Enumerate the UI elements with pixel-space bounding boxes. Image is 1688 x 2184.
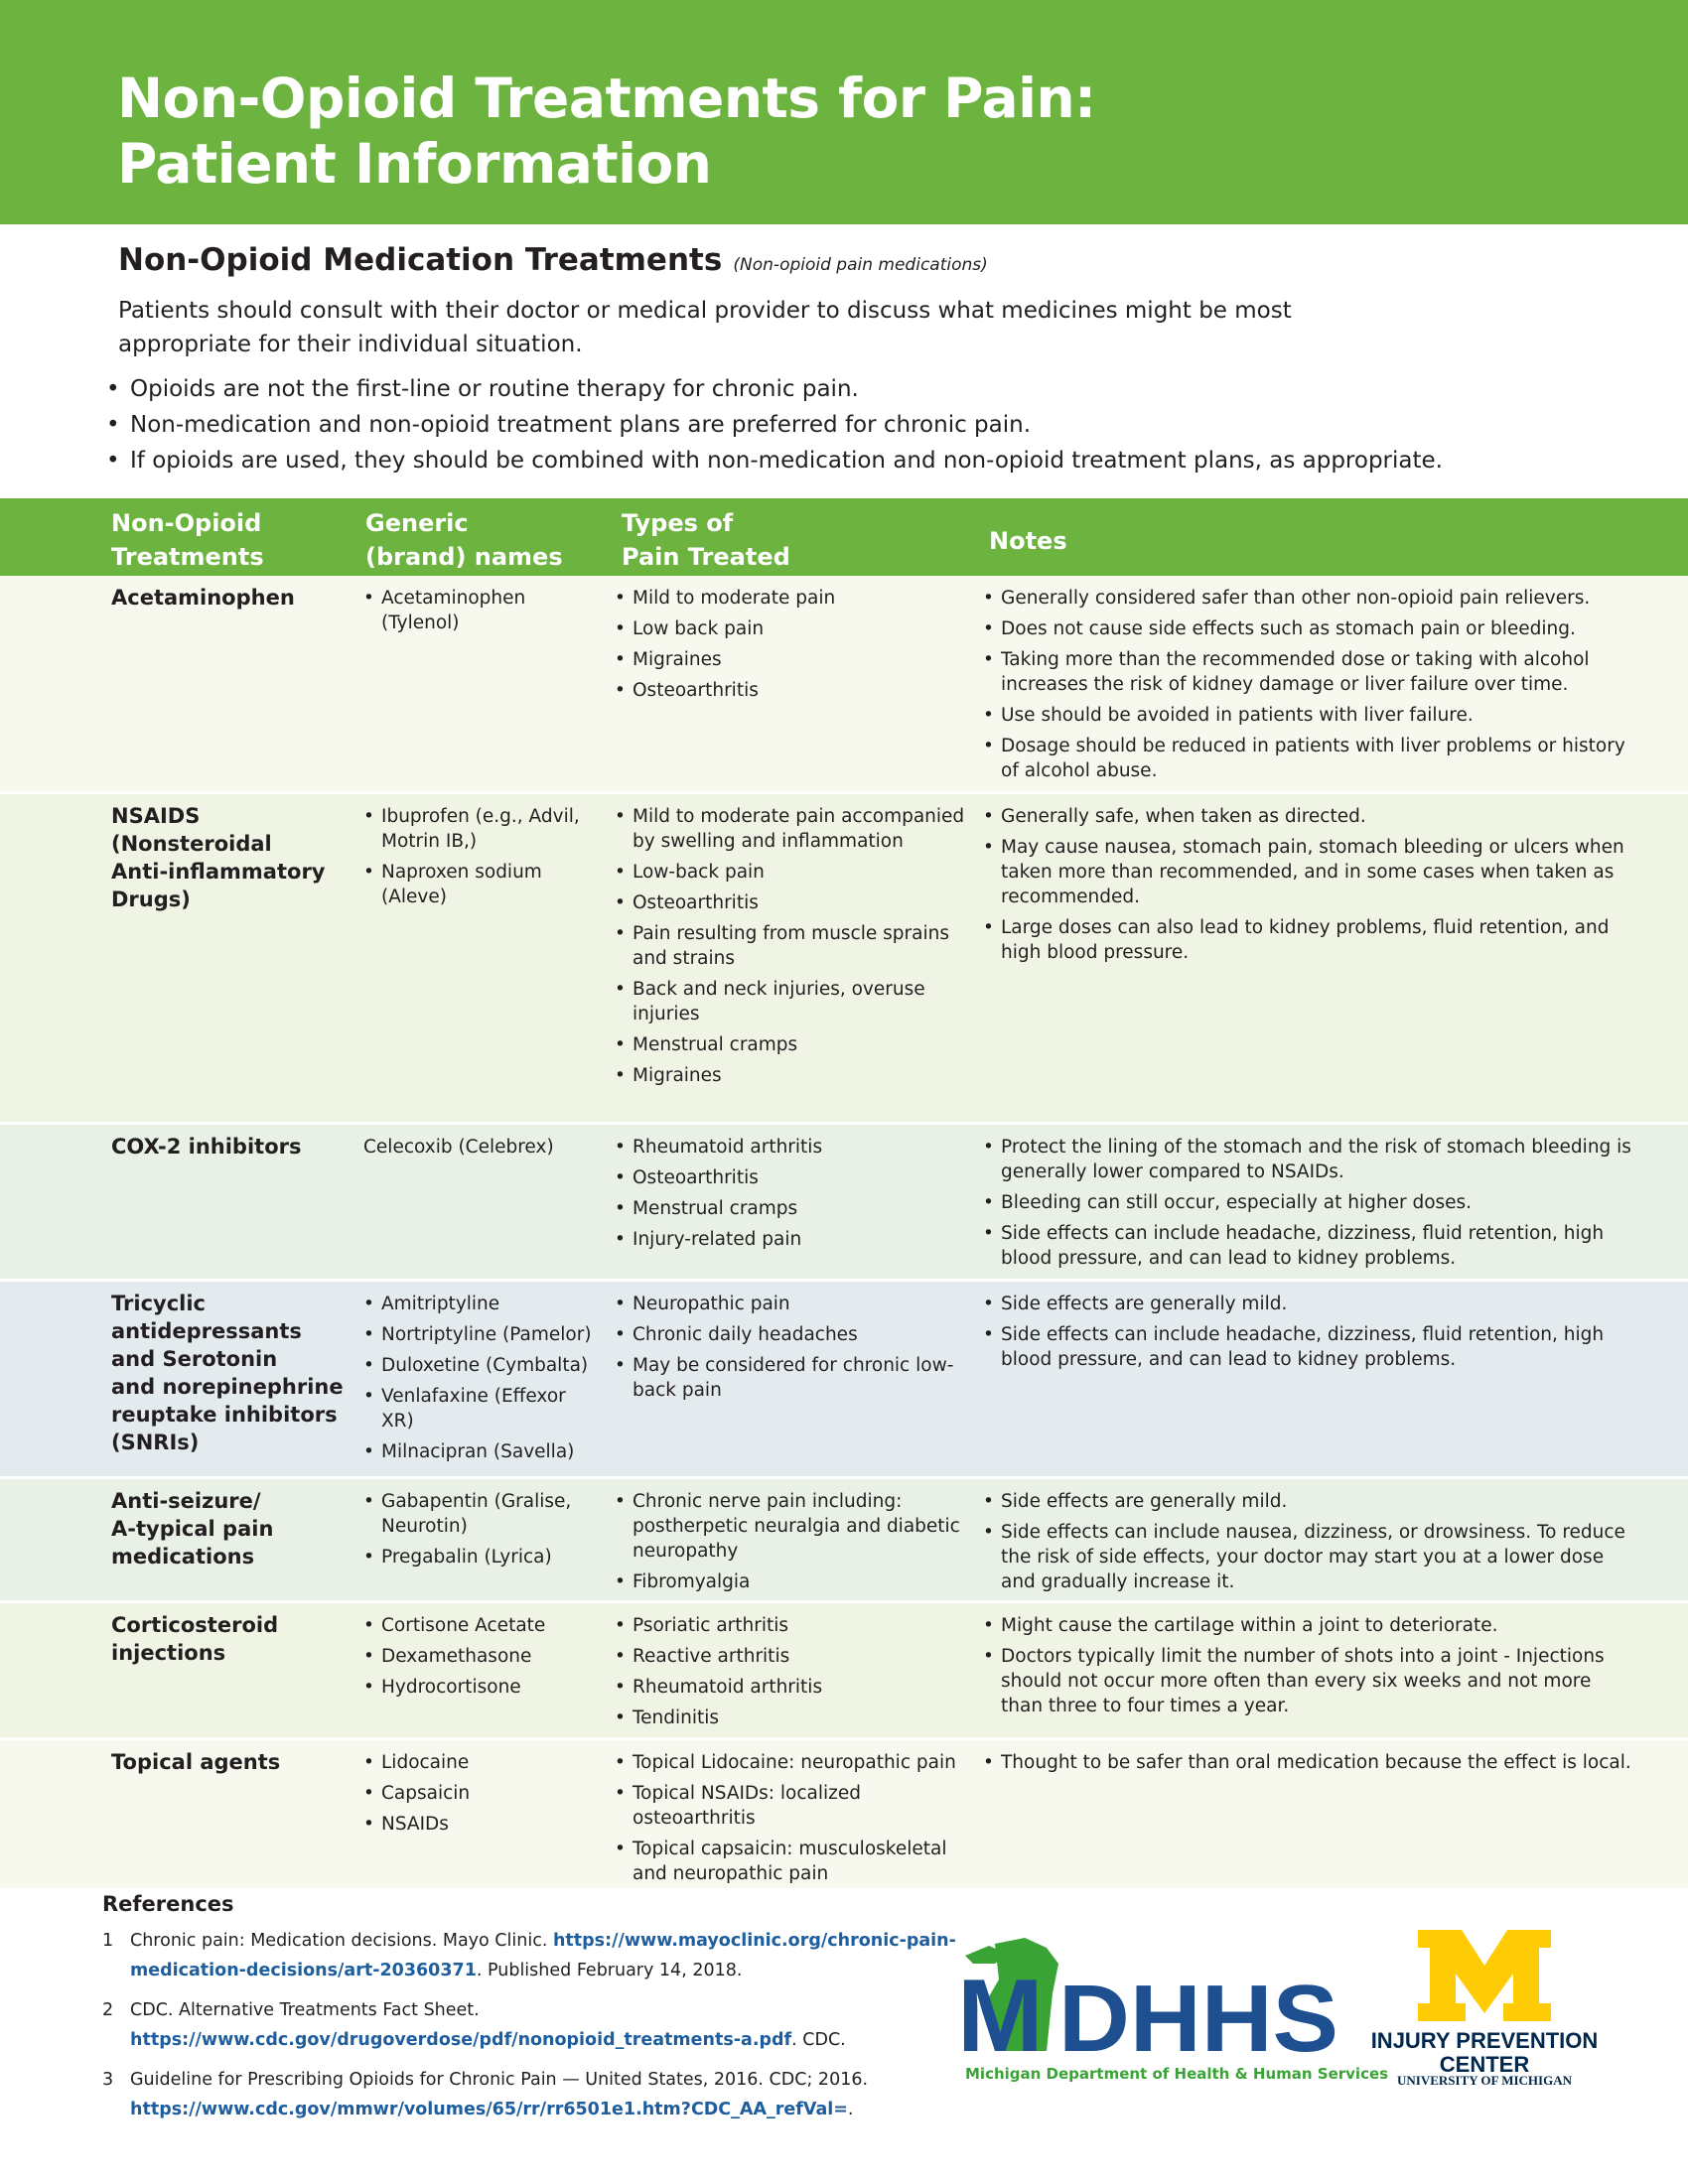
pain-type-cell <box>615 1613 972 1736</box>
note-list <box>983 1135 1638 1271</box>
pain-type-list <box>615 586 972 703</box>
generic-name-item: • NSAIDs <box>363 1812 592 1837</box>
generic-name-item: • Ibuprofen (e.g., Advil, Motrin IB,) <box>363 804 592 854</box>
note-list <box>983 1613 1638 1718</box>
generic-name-item: Celecoxib (Celebrex) <box>363 1137 554 1158</box>
note-item: • Bleeding can still occur, especially at higher doses. <box>983 1190 1638 1215</box>
pain-type-cell <box>615 1135 972 1258</box>
reference-text-end: . CDC. <box>791 2030 846 2050</box>
reference-number: 3 <box>102 2070 114 2090</box>
treatment-name-line: and Serotonin <box>111 1347 278 1371</box>
note-item: • Side effects can include headache, dizziness, fluid retention, high blood pressure, and can lead to kidney problems. <box>983 1322 1638 1372</box>
pain-type-item: • Mild to moderate pain <box>615 586 972 611</box>
header-types-line2: Pain Treated <box>622 543 790 571</box>
generic-name-cell <box>363 1489 592 1575</box>
note-item: • Thought to be safer than oral medication because the effect is local. <box>983 1750 1638 1775</box>
pain-type-list <box>615 1292 972 1403</box>
pain-type-item: • Menstrual cramps <box>615 1196 972 1221</box>
pain-type-item: • Topical Lidocaine: neuropathic pain <box>615 1750 972 1775</box>
pain-type-cell <box>615 586 972 709</box>
treatment-name-line: Acetaminophen <box>111 586 295 610</box>
generic-name-item: • Capsaicin <box>363 1781 592 1806</box>
pain-type-item: • Injury-related pain <box>615 1227 972 1252</box>
generic-name-item: • Pregabalin (Lyrica) <box>363 1545 592 1570</box>
note-item: • Might cause the cartilage within a joint to deteriorate. <box>983 1613 1638 1638</box>
header-notes: Notes <box>989 527 1067 555</box>
generic-name-item: • Venlafaxine (Effexor XR) <box>363 1384 592 1433</box>
generic-name-list <box>363 804 592 909</box>
table-row <box>0 576 1688 794</box>
generic-name-item: • Gabapentin (Gralise, Neurotin) <box>363 1489 592 1539</box>
pain-type-item: • Migraines <box>615 647 972 672</box>
pain-type-item: • Low-back pain <box>615 860 972 885</box>
pain-type-list <box>615 804 972 1088</box>
pain-type-item: • Topical capsaicin: musculoskeletal and neuropathic pain <box>615 1837 972 1886</box>
header-treatments-line1: Non-Opioid <box>111 509 262 537</box>
note-cell <box>983 1135 1638 1277</box>
svg-text:M: M <box>957 1959 1044 2063</box>
um-injury-prevention-logo <box>1370 1926 1599 2095</box>
block-m-icon <box>1370 1926 1599 2025</box>
treatment-name <box>111 802 350 913</box>
pain-type-item: • May be considered for chronic low-back pain <box>615 1353 972 1403</box>
treatment-name-line: Topical agents <box>111 1750 281 1774</box>
note-item: • Doctors typically limit the number of shots into a joint - Injections should not occur more often than every six weeks and not more than three to four times a year. <box>983 1644 1638 1718</box>
reference-link[interactable]: https://www.mayoclinic.org/chronic-pain-medication-decisions/art-20360371 <box>130 1931 956 1980</box>
pain-type-item: • Neuropathic pain <box>615 1292 972 1316</box>
key-point: • If opioids are used, they should be combined with non-medication and non-opioid treatment plans, as appropriate. <box>106 443 1596 478</box>
treatment-name <box>111 1748 350 1776</box>
generic-name-item: • Hydrocortisone <box>363 1675 592 1700</box>
reference-item <box>102 1926 956 1985</box>
reference-item <box>102 1995 956 2055</box>
reference-number: 1 <box>102 1931 114 1951</box>
reference-number: 2 <box>102 2000 114 2020</box>
generic-name-list <box>363 1489 592 1570</box>
note-item: • Large doses can also lead to kidney problems, fluid retention, and high blood pressure. <box>983 915 1638 965</box>
note-item: • Side effects are generally mild. <box>983 1489 1638 1514</box>
treatment-name <box>111 1611 350 1667</box>
treatment-name <box>111 1133 350 1160</box>
table-row <box>0 1603 1688 1740</box>
note-list <box>983 1489 1638 1594</box>
generic-name-item: • Amitriptyline <box>363 1292 592 1316</box>
pain-type-item: • Fibromyalgia <box>615 1570 972 1594</box>
generic-name-list <box>363 586 592 635</box>
pain-type-item: • Tendinitis <box>615 1706 972 1730</box>
pain-type-item: • Chronic daily headaches <box>615 1322 972 1347</box>
table-row <box>0 1479 1688 1603</box>
pain-type-item: • Topical NSAIDs: localized osteoarthritis <box>615 1781 972 1831</box>
generic-name-item: • Acetaminophen (Tylenol) <box>363 586 592 635</box>
pain-type-cell <box>615 1750 972 1892</box>
pain-type-list <box>615 1750 972 1886</box>
note-cell <box>983 586 1638 789</box>
mdhhs-logo <box>955 1934 1389 2093</box>
pain-type-item: • Reactive arthritis <box>615 1644 972 1669</box>
svg-text:DHHS: DHHS <box>1058 1966 1338 2063</box>
table-row <box>0 794 1688 1125</box>
treatment-name-line: COX-2 inhibitors <box>111 1135 302 1159</box>
note-item: • Generally safe, when taken as directed. <box>983 804 1638 829</box>
pain-type-cell <box>615 1489 972 1600</box>
note-cell <box>983 1489 1638 1600</box>
note-item: • Side effects can include nausea, dizziness, or drowsiness. To reduce the risk of side effects, your doctor may start you at a lower dose and gradually increase it. <box>983 1520 1638 1594</box>
reference-text: CDC. Alternative Treatments Fact Sheet. <box>130 2000 480 2020</box>
table-row <box>0 1282 1688 1479</box>
treatment-name-line: medications <box>111 1545 255 1569</box>
generic-name-item: • Lidocaine <box>363 1750 592 1775</box>
generic-name-cell <box>363 1292 592 1470</box>
generic-name-cell <box>363 1613 592 1706</box>
note-list <box>983 1750 1638 1775</box>
treatment-name-line: Anti-inflammatory <box>111 860 326 884</box>
section-heading <box>118 242 988 278</box>
treatment-name-line: Tricyclic <box>111 1292 207 1315</box>
pain-type-item: • Rheumatoid arthritis <box>615 1135 972 1160</box>
generic-name-item: • Naproxen sodium (Aleve) <box>363 860 592 909</box>
mdhhs-caption: Michigan Department of Health & Human Services <box>965 2065 1389 2083</box>
pain-type-item: • Osteoarthritis <box>615 678 972 703</box>
treatment-name <box>111 1290 350 1456</box>
pain-type-item: • Mild to moderate pain accompanied by swelling and inflammation <box>615 804 972 854</box>
note-list <box>983 586 1638 783</box>
section-heading-sub: (Non-opioid pain medications) <box>733 255 988 275</box>
note-item: • Generally considered safer than other non-opioid pain relievers. <box>983 586 1638 611</box>
pain-type-list <box>615 1489 972 1594</box>
pain-type-item: • Migraines <box>615 1063 972 1088</box>
pain-type-list <box>615 1135 972 1252</box>
generic-name-item: • Milnacipran (Savella) <box>363 1439 592 1464</box>
generic-name-cell <box>363 804 592 915</box>
treatment-name <box>111 1487 350 1570</box>
treatment-name <box>111 584 350 612</box>
treatment-name-line: reuptake inhibitors <box>111 1403 338 1427</box>
table-row <box>0 1740 1688 1891</box>
header-generic <box>365 506 563 574</box>
reference-link[interactable]: https://www.cdc.gov/drugoverdose/pdf/nonopioid_treatments-a.pdf <box>130 2030 792 2050</box>
reference-text: Guideline for Prescribing Opioids for Chronic Pain — United States, 2016. CDC; 2016. <box>130 2070 869 2090</box>
note-item: • Side effects can include headache, dizziness, fluid retention, high blood pressure, and can lead to kidney problems. <box>983 1221 1638 1271</box>
reference-text-end: . <box>847 2100 854 2119</box>
reference-link[interactable]: https://www.cdc.gov/mmwr/volumes/65/rr/rr6501e1.htm?CDC_AA_refVal= <box>130 2100 848 2119</box>
page-title-line1: Non-Opioid Treatments for Pain: <box>117 67 1096 130</box>
pain-type-item: • Back and neck injuries, overuse injuries <box>615 977 972 1026</box>
page-title <box>117 66 1096 197</box>
generic-name-item: • Dexamethasone <box>363 1644 592 1669</box>
note-item: • Dosage should be reduced in patients with liver problems or history of alcohol abuse. <box>983 734 1638 783</box>
reference-text-end: . Published February 14, 2018. <box>476 1961 743 1980</box>
note-cell <box>983 1750 1638 1781</box>
generic-name-item: • Nortriptyline (Pamelor) <box>363 1322 592 1347</box>
header-types-line1: Types of <box>622 509 734 537</box>
note-item: • May cause nausea, stomach pain, stomach bleeding or ulcers when taken more than recommended, and in some cases when taken as recommended. <box>983 835 1638 909</box>
treatment-name-line: (SNRIs) <box>111 1431 200 1454</box>
key-points-list <box>106 371 1596 478</box>
treatment-name-line: (Nonsteroidal <box>111 832 272 856</box>
references-list <box>102 1926 956 2124</box>
pain-type-item: • Low back pain <box>615 616 972 641</box>
generic-name-item: • Cortisone Acetate <box>363 1613 592 1638</box>
pain-type-item: • Rheumatoid arthritis <box>615 1675 972 1700</box>
note-cell <box>983 1613 1638 1724</box>
table-header-row <box>0 498 1688 576</box>
intro-paragraph: Patients should consult with their doctor or medical provider to discuss what medicines might be most appropriate for their individual situation. <box>118 298 1292 357</box>
treatment-name-line: injections <box>111 1641 226 1665</box>
header-treatments <box>111 506 264 574</box>
key-point: • Opioids are not the first-line or routine therapy for chronic pain. <box>106 371 1596 407</box>
pain-type-item: • Chronic nerve pain including: postherpetic neuralgia and diabetic neuropathy <box>615 1489 972 1564</box>
note-cell <box>983 804 1638 971</box>
table-row <box>0 1125 1688 1282</box>
pain-type-item: • Osteoarthritis <box>615 890 972 915</box>
pain-type-cell <box>615 1292 972 1409</box>
key-point: • Non-medication and non-opioid treatment plans are preferred for chronic pain. <box>106 407 1596 443</box>
treatment-name-line: Anti-seizure/ <box>111 1489 261 1513</box>
generic-name-cell <box>363 1135 592 1160</box>
generic-name-list <box>363 1750 592 1837</box>
note-item: • Taking more than the recommended dose or taking with alcohol increases the risk of kidney damage or liver failure over time. <box>983 647 1638 697</box>
reference-text: Chronic pain: Medication decisions. Mayo Clinic. <box>130 1931 553 1951</box>
header-types <box>622 506 790 574</box>
note-item: • Side effects are generally mild. <box>983 1292 1638 1316</box>
treatment-name-line: Drugs) <box>111 887 191 911</box>
section-heading-main: Non-Opioid Medication Treatments <box>118 242 723 278</box>
generic-name-cell <box>363 1750 592 1843</box>
note-item: • Use should be avoided in patients with liver failure. <box>983 703 1638 728</box>
treatment-name-line: A-typical pain <box>111 1517 274 1541</box>
header-generic-line1: Generic <box>365 509 469 537</box>
reference-item <box>102 2065 956 2124</box>
treatment-name-line: Corticosteroid <box>111 1613 279 1637</box>
pain-type-item: • Pain resulting from muscle sprains and strains <box>615 921 972 971</box>
generic-name-list <box>363 1292 592 1464</box>
page-title-line2: Patient Information <box>117 132 712 196</box>
title-banner <box>0 0 1688 224</box>
treatment-name-line: and norepinephrine <box>111 1375 344 1399</box>
um-center-name: INJURY PREVENTION CENTER <box>1370 2028 1599 2077</box>
pain-type-item: • Menstrual cramps <box>615 1032 972 1057</box>
um-university-name: UNIVERSITY OF MICHIGAN <box>1397 2073 1572 2088</box>
header-treatments-line2: Treatments <box>111 543 264 571</box>
header-generic-line2: (brand) names <box>365 543 563 571</box>
note-cell <box>983 1292 1638 1378</box>
references-heading: References <box>102 1892 234 1916</box>
note-item: • Does not cause side effects such as stomach pain or bleeding. <box>983 616 1638 641</box>
generic-name-item: • Duloxetine (Cymbalta) <box>363 1353 592 1378</box>
treatment-name-line: antidepressants <box>111 1319 302 1343</box>
pain-type-cell <box>615 804 972 1094</box>
generic-name-list <box>363 1613 592 1700</box>
note-item: • Protect the lining of the stomach and the risk of stomach bleeding is generally lower compared to NSAIDs. <box>983 1135 1638 1184</box>
pain-type-item: • Psoriatic arthritis <box>615 1613 972 1638</box>
pain-type-item: • Osteoarthritis <box>615 1165 972 1190</box>
treatment-name-line: NSAIDS <box>111 804 201 828</box>
pain-type-list <box>615 1613 972 1730</box>
generic-name-cell <box>363 586 592 641</box>
note-list <box>983 1292 1638 1372</box>
note-list <box>983 804 1638 965</box>
references-section <box>102 1892 956 2134</box>
mdhhs-logo-graphic <box>955 1934 1342 2063</box>
